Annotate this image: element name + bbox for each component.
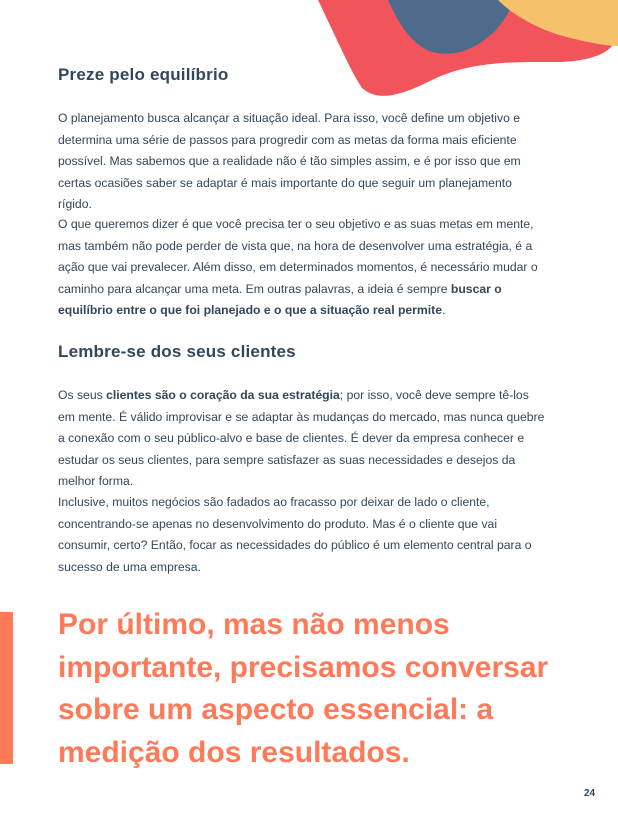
paragraph-objetivo [58, 214, 548, 322]
callout-quote: Por último, mas não menos importante, precisamos conversar sobre um aspecto essencial: a medição dos resultados. [58, 608, 549, 769]
blob-yellow [498, 0, 618, 46]
paragraph-text: ; por isso, você deve sempre tê-los em mente. É válido improvisar e se adaptar às mudanças do mercado, mas nunca quebre a conexão com o seu público-alvo e base de clientes. É dever da empresa conhecer e estudar os seus clientes, para sempre satisfazer as suas necessidades e desejos da melhor forma. [58, 388, 545, 488]
paragraph-text: O que queremos dizer é que você precisa ter o seu objetivo e as suas metas em mente, mas também não pode perder de vista que, na hora de desenvolver uma estratégia, é a ação que vai prevalecer. Além disso, em determinados momentos, é necessário mudar o caminho para alcançar uma meta. Em outras palavras, a ideia é sempre [58, 217, 538, 296]
section-heading-equilibrio: Preze pelo equilíbrio [58, 65, 229, 84]
page-number: 24 [584, 788, 596, 799]
paragraph-negocios: Inclusive, muitos negócios são fadados ao fracasso por deixar de lado o cliente, concentrando-se apenas no desenvolvimento do produto. Mas é o cliente que vai consumir, certo? Então, focar as necessidades do público é um elemento central para o sucesso de uma empresa. [58, 495, 532, 574]
paragraph-start: Os seus [58, 388, 107, 402]
paragraph-end: . [442, 303, 446, 317]
paragraph-planejamento: O planejamento busca alcançar a situação ideal. Para isso, você define um objetivo e determina uma série de passos para progredir com as metas da forma mais eficiente possível. Mas sabemos que a realidade não é tão simples assim, e é por isso que em certas ocasiões saber se adaptar é mais importante do que seguir um planejamento rígido. [58, 111, 521, 211]
bold-emphasis: buscar o equilíbrio entre o que foi planejado e o que a situação real permite [58, 281, 502, 317]
section-heading-clientes: Lembre-se dos seus clientes [58, 342, 296, 361]
blob-navy [388, 0, 514, 54]
blob-red [318, 0, 618, 96]
bold-emphasis: clientes são o coração da sua estratégia [106, 388, 340, 402]
paragraph-clientes [58, 385, 548, 493]
accent-bar [0, 612, 13, 764]
